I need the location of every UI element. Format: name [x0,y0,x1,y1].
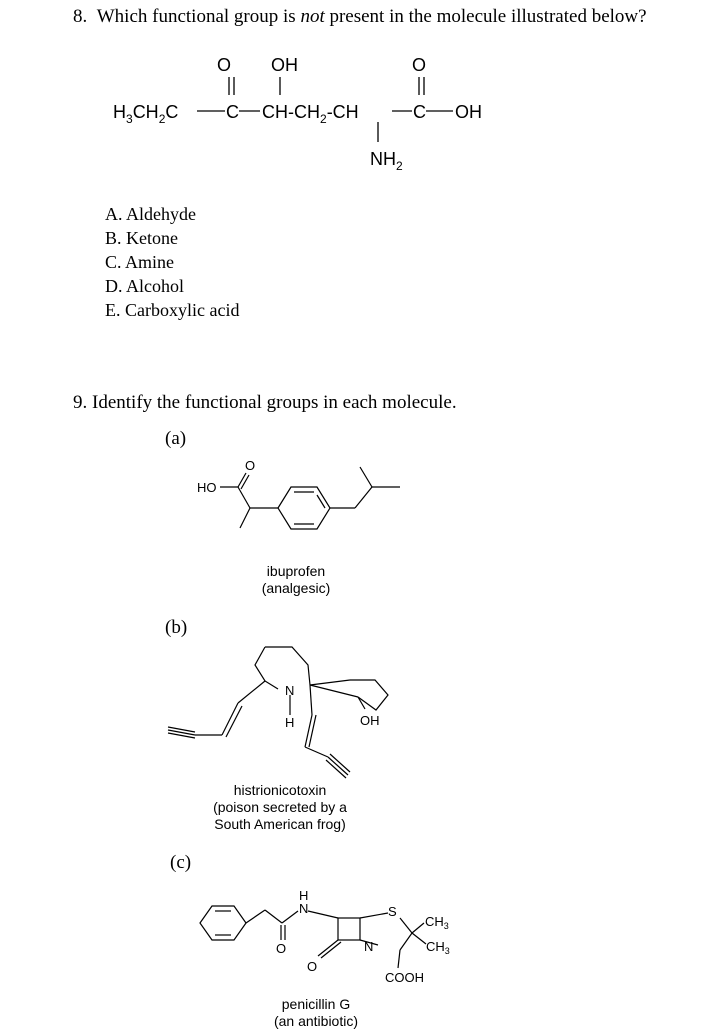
molecule-use-line2: South American frog) [214,816,346,832]
lactam-oxygen-label: O [307,959,318,974]
option-c[interactable]: C. Amine [105,252,175,272]
methyl-b-label: $CH_3$ [426,939,450,956]
molecule-use-line1: (poison secreted by a [213,799,347,815]
histrionicotoxin-structure [160,635,420,780]
penicillin-structure [190,878,460,996]
penicillin-caption [256,996,376,1030]
question-text: Which functional group is [96,6,301,27]
main-chain: $CH-CH_2-CH$ [262,102,359,126]
part-b-label: (b) [165,617,188,638]
amide-nitrogen-label: N [299,901,309,916]
amino-group: $NH_2$ [370,149,403,173]
amide-oxygen-label: O [276,941,287,956]
ibuprofen-caption [246,563,346,597]
carbonyl-carbon: C [226,102,239,122]
carboxyl-label: COOH [385,970,424,985]
hydroxyl-label: HO [197,480,217,495]
molecule-name: ibuprofen [266,563,326,579]
q8-molecule-structure [100,50,520,185]
acid-hydroxyl: OH [455,102,482,122]
ethyl-group: $H_3CH_2C$ [113,102,179,126]
ibuprofen-structure [190,450,410,545]
question-emphasis: not [300,6,325,27]
option-e[interactable]: E. Carboxylic acid [105,300,240,320]
amide-h-label: H [299,888,309,903]
part-c-label: (c) [170,852,192,873]
acid-carbonyl-oxygen: O [412,55,427,75]
sulfur-label: S [388,904,397,919]
molecule-use: (analgesic) [261,580,331,596]
option-d[interactable]: D. Alcohol [105,276,185,296]
ketone-oxygen: O [217,55,232,75]
ring-nitrogen-label: N [364,939,374,954]
question-text-end: present in the molecule illustrated below? [324,6,647,27]
acid-carbon: C [413,102,426,122]
question-number: 8. [73,6,88,27]
hydroxyl-group: OH [271,55,298,75]
hydroxyl-label: OH [360,713,380,728]
question-9-title: 9. Identify the functional groups in each molecule. [73,392,457,413]
option-b[interactable]: B. Ketone [105,228,178,248]
molecule-name: histrionicotoxin [233,782,327,798]
option-a[interactable]: A. Aldehyde [105,204,196,224]
molecule-name: penicillin G [281,996,351,1012]
carbonyl-oxygen-label: O [245,458,256,473]
nitrogen-label: N [285,683,295,698]
histrionicotoxin-caption [190,782,370,833]
molecule-use: (an antibiotic) [273,1013,359,1029]
question-8-title [73,6,647,28]
part-a-label: (a) [165,428,187,449]
methyl-a-label: $CH_3$ [425,914,449,931]
amine-h-label: H [285,715,295,730]
